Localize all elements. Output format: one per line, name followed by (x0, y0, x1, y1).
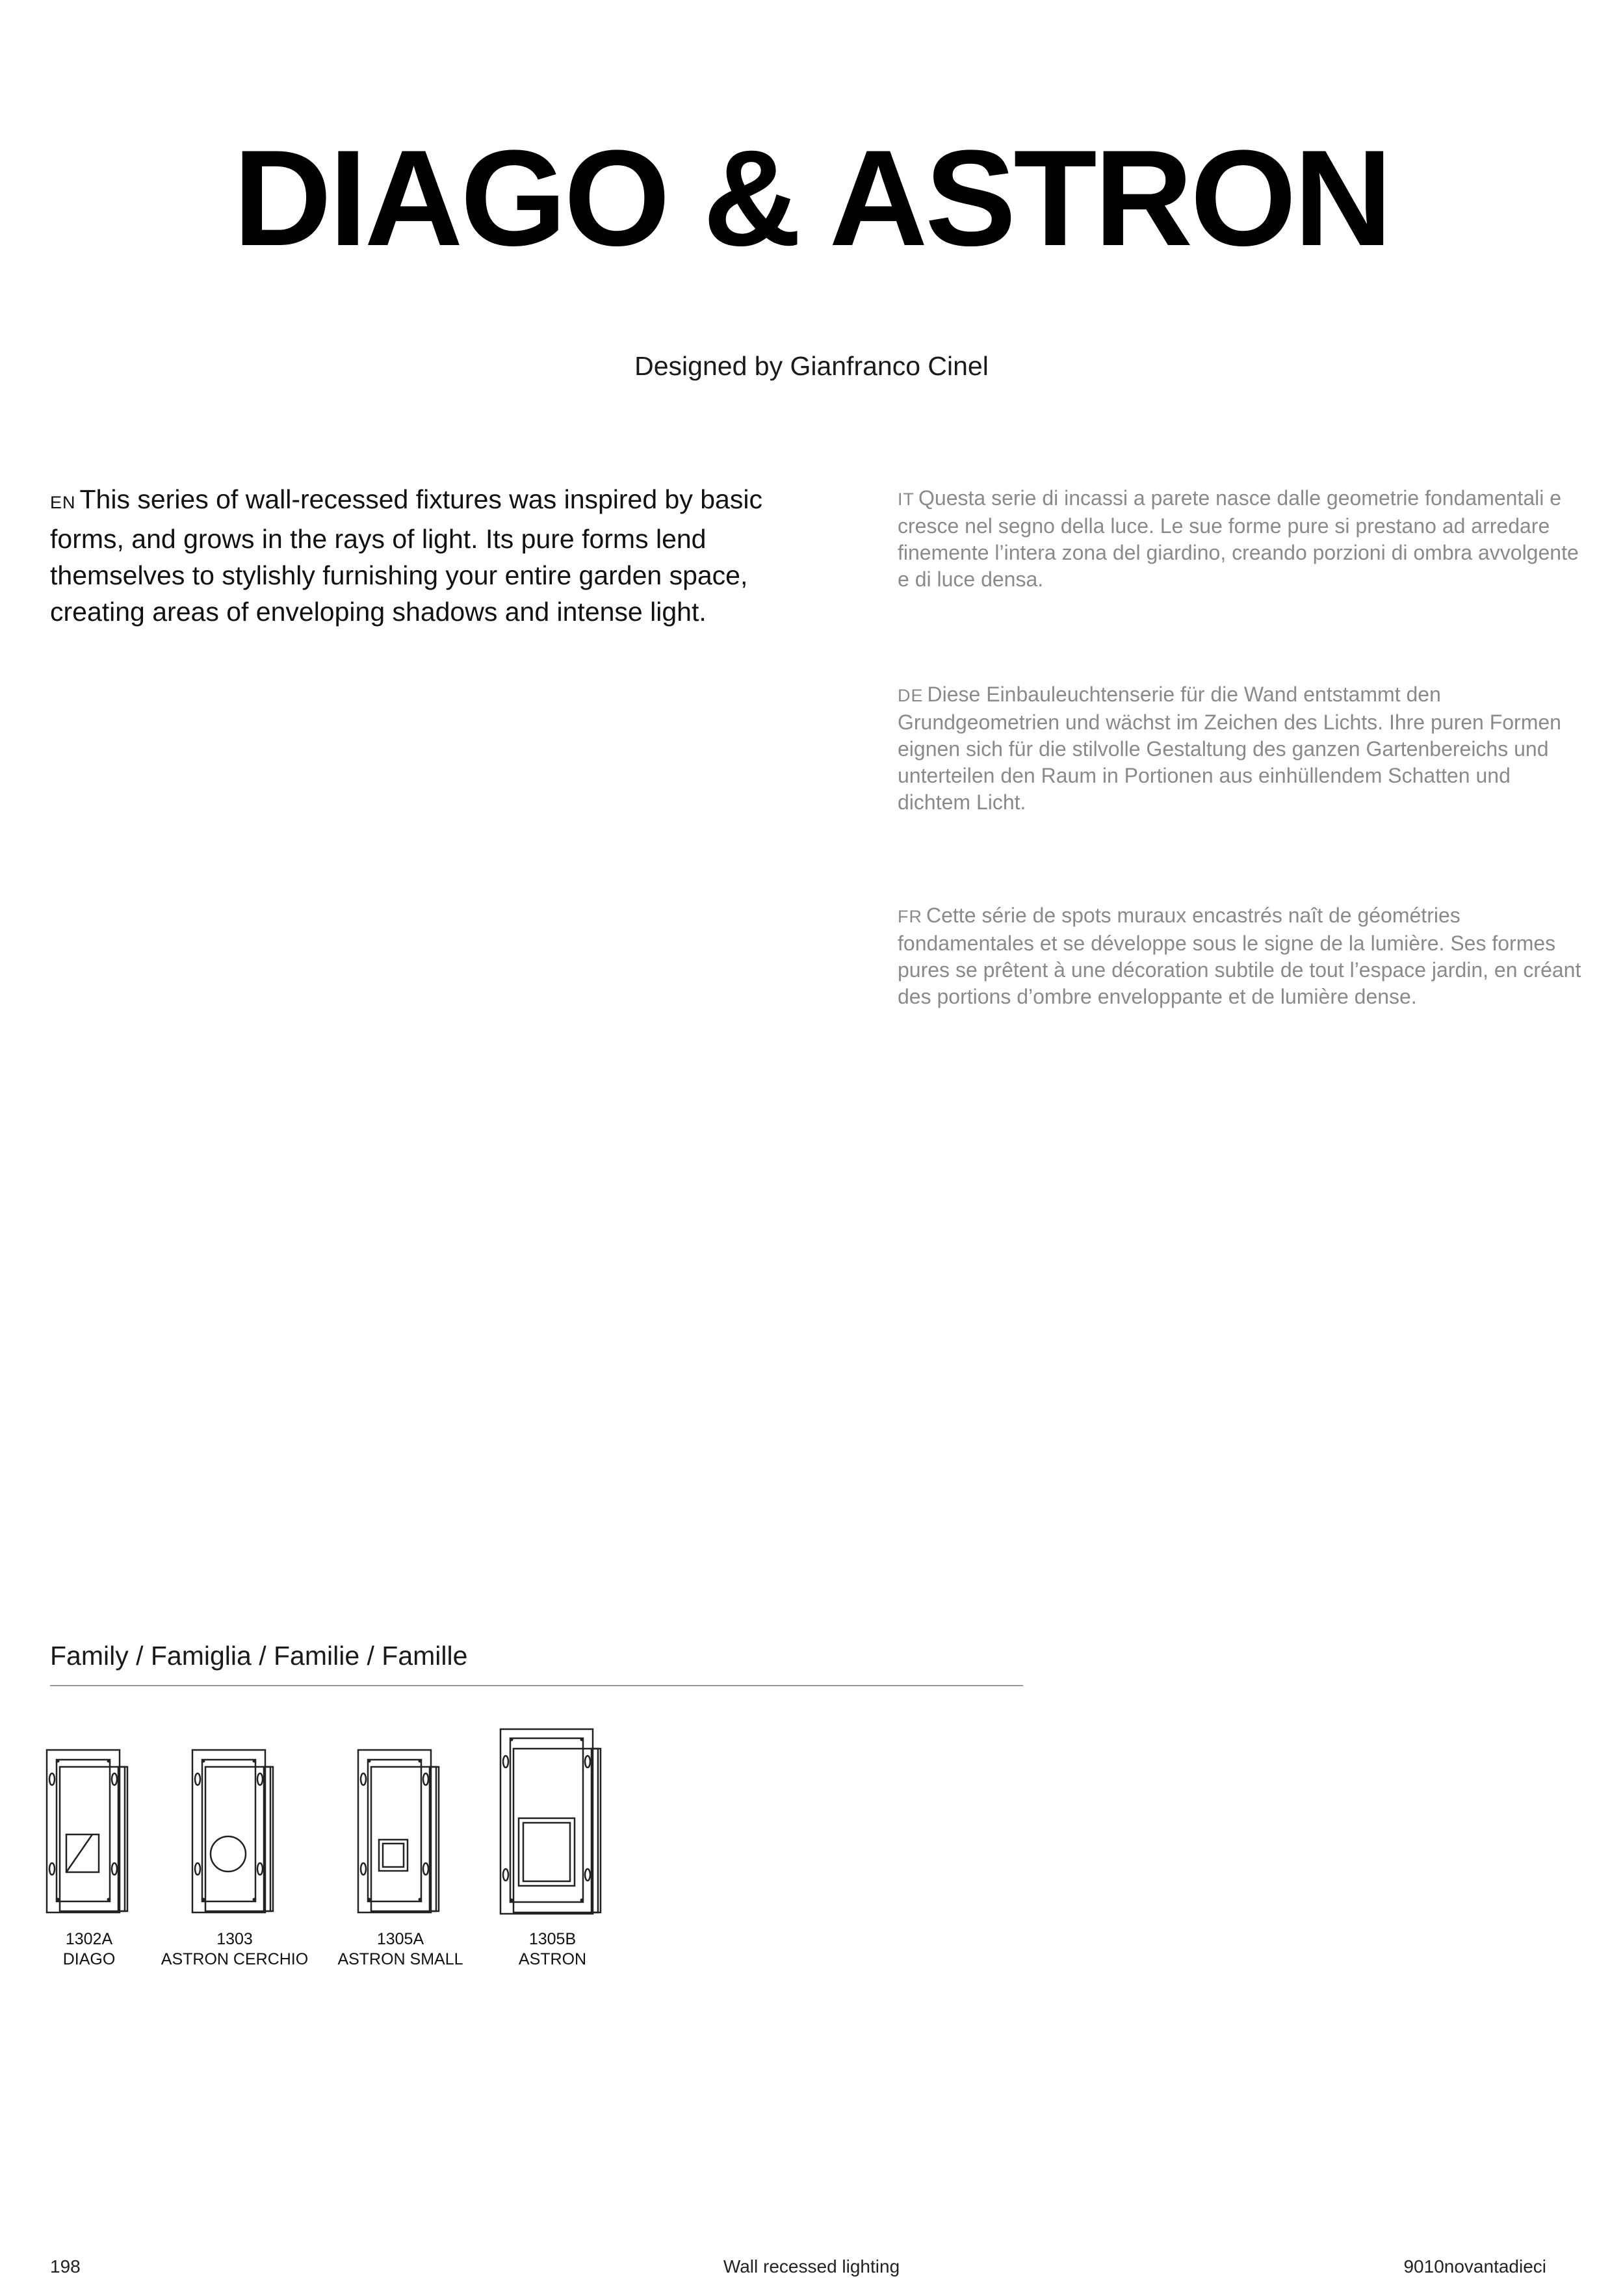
product-name: ASTRON SMALL (337, 1950, 463, 1968)
product-name: ASTRON CERCHIO (161, 1950, 309, 1968)
product-name: DIAGO (62, 1950, 116, 1968)
page-number: 198 (50, 2256, 81, 2276)
product-code: 1303 (216, 1930, 253, 1948)
astron-small-fixture-icon (355, 1742, 446, 1918)
designer-credit: Designed by Gianfranco Cinel (634, 351, 989, 381)
family-divider (50, 1685, 1023, 1686)
brand-name: 9010novantadieci (1403, 2256, 1546, 2276)
language-code-fr: FR (898, 907, 922, 926)
product-diago (37, 1742, 141, 1970)
diago-fixture-icon (44, 1742, 135, 1918)
product-code: 1305A (376, 1930, 424, 1948)
language-code-it: IT (898, 489, 915, 509)
product-code: 1302A (65, 1930, 113, 1948)
description-en (50, 481, 843, 630)
section-name: Wall recessed lighting (723, 2256, 900, 2276)
product-code: 1305B (528, 1930, 577, 1948)
description-en-text: This series of wall-recessed fixtures was inspired by basic forms, and grows in the rays of light. Its pure forms lend themselves to stylishly furnishing your entire garden space, creating areas of enveloping shadows and intense light. (50, 484, 762, 627)
description-it (898, 485, 1587, 593)
astron-cerchio-fixture-icon (189, 1742, 280, 1918)
description-de-text: Diese Einbauleuchtenserie für die Wand entstammt den Grundgeometrien und wächst im Zeichen des Lichts. Ihre puren Formen eignen sich für die stilvolle Gestaltung des ganzen Gartenbereichs und unterteilen den Raum in Portionen aus einhüllendem Schatten und dichtem Licht. (898, 683, 1561, 814)
product-name: ASTRON (518, 1950, 587, 1968)
product-astron-small (335, 1742, 465, 1970)
language-code-en: EN (50, 493, 76, 512)
product-astron-cerchio (157, 1742, 313, 1970)
astron-fixture-icon (497, 1724, 608, 1918)
description-it-text: Questa serie di incassi a parete nasce dalle geometrie fondamentali e cresce nel segno della luce. Le sue forme pure si prestano ad arredare finemente l’intera zona del giardino, creando porzioni di ombra avvolgente e di luce densa. (898, 486, 1579, 591)
language-code-de: DE (898, 686, 924, 705)
product-astron (494, 1724, 611, 1970)
page-title: DIAGO & ASTRON (233, 122, 1390, 274)
description-fr-text: Cette série de spots muraux encastrés naît de géométries fondamentales et se développe sous le signe de la lumière. Ses formes pures se prêtent à une décoration subtile de tout l’espace jardin, en créant des portions d’ombre enveloppante et de lumière dense. (898, 904, 1581, 1008)
description-de (898, 681, 1587, 816)
family-heading: Family / Famiglia / Familie / Famille (50, 1641, 468, 1671)
description-fr (898, 902, 1587, 1010)
